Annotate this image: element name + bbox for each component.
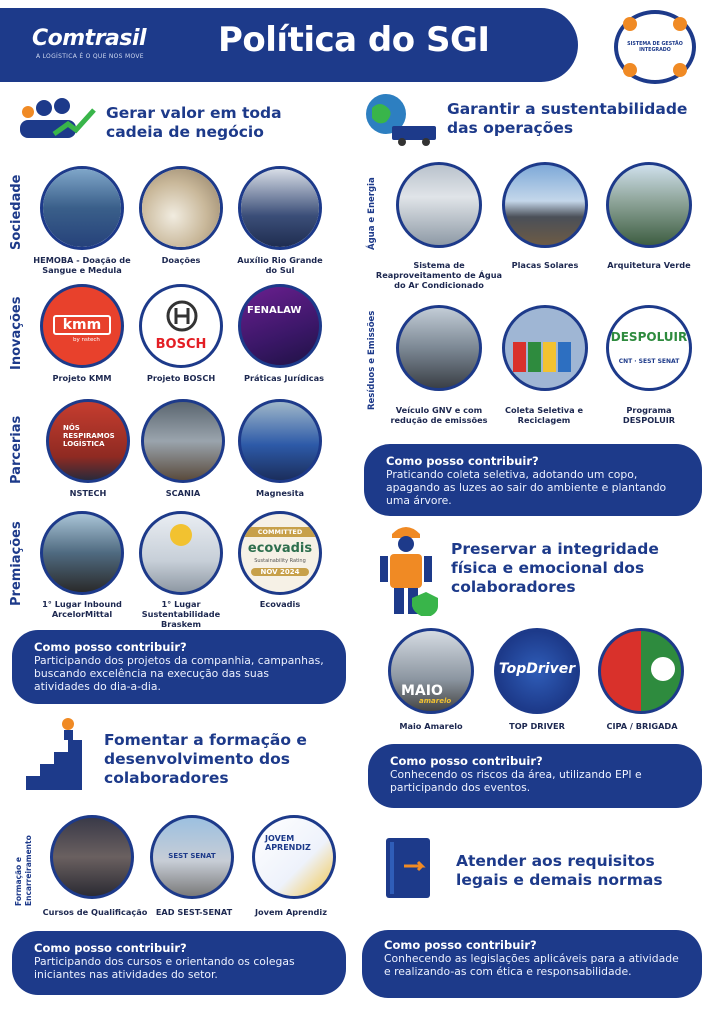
box-title: Como posso contribuir? [390, 754, 543, 768]
section-title-valor [106, 104, 282, 142]
title-line: desenvolvimento dos [104, 750, 290, 768]
caption-praticas: Práticas Jurídicas [243, 373, 325, 383]
box-text: Conhecendo as legislações aplicáveis para a atividade e realizando-as com ética e responsabilidade. [384, 952, 679, 978]
title-line: Atender aos requisitos [456, 852, 655, 870]
row-label-parcerias: Parcerias [9, 415, 24, 484]
caption-coleta-seletiva: Coleta Seletiva e Reciclagem [504, 405, 584, 425]
kmm-logo: kmm [53, 315, 111, 335]
contribute-box-formacao [12, 931, 346, 995]
photo-ead-sest [150, 815, 234, 899]
caption-arcelormittal: 1° Lugar Inbound ArcelorMittal [42, 599, 122, 619]
caption-placas-solares: Placas Solares [511, 260, 579, 270]
photo-hemoba [40, 166, 124, 250]
title-line: colaboradores [104, 769, 229, 787]
bin-icon [513, 342, 526, 372]
caption-auxilio-rs: Auxílio Rio Grande do Sul [237, 255, 323, 275]
box-text: Praticando coleta seletiva, adotando um copo, apagando as luzes ao sair do ambiente e plantando uma árvore. [386, 468, 667, 507]
box-title: Como posso contribuir? [34, 941, 187, 955]
photo-maio-amarelo [388, 628, 474, 714]
photo-reaproveitamento [396, 162, 482, 248]
photo-despoluir [606, 305, 692, 391]
section-title-formacao [104, 731, 307, 788]
people-growth-icon [14, 94, 98, 144]
bin-icon [528, 342, 541, 372]
first-aid-icon [651, 657, 675, 681]
row-label-residuos: Resíduos e Emissões [367, 310, 377, 410]
caption-cipa-brigada: CIPA / BRIGADA [606, 721, 678, 731]
label-line: Encarreiramento [24, 835, 33, 906]
bin-icon [543, 342, 556, 372]
nstech-slogan: NÓS RESPIRAMOS LOGÍSTICA [63, 424, 115, 448]
sest-sign: SEST SENAT [168, 852, 216, 860]
page-title: Política do SGI [218, 20, 490, 60]
row-label-inovacoes: Inovações [9, 296, 24, 370]
maio-text: MAIO [401, 683, 443, 699]
caption-ecovadis: Ecovadis [259, 599, 301, 609]
photo-nstech [46, 399, 130, 483]
box-title: Como posso contribuir? [34, 640, 187, 654]
caption-ead-sest: EAD SEST-SENAT [155, 907, 233, 917]
title-line: Gerar valor em toda [106, 104, 282, 122]
title-line: colaboradores [451, 578, 576, 596]
title-line: das operações [447, 119, 574, 137]
caption-bosch: Projeto BOSCH [146, 373, 216, 383]
contribute-box-integridade [368, 744, 702, 808]
box-text: Participando dos cursos e orientando os colegas iniciantes nas atividades do setor. [34, 955, 295, 981]
contribute-box-valor [12, 630, 346, 704]
photo-arcelormittal [40, 511, 124, 595]
bin-icon [558, 342, 571, 372]
photo-coleta-seletiva [502, 305, 588, 391]
photo-magnesita [238, 399, 322, 483]
safety-worker-icon [376, 524, 438, 616]
section-title-integridade [451, 540, 659, 597]
row-label-formacao [14, 835, 34, 906]
photo-top-driver [494, 628, 580, 714]
caption-veiculo-gnv: Veículo GNV e com redução de emissões [390, 405, 488, 425]
caption-nstech: NSTECH [69, 488, 107, 498]
photo-auxilio-rs [238, 166, 322, 250]
photo-doacoes [139, 166, 223, 250]
box-text: Participando dos projetos da companhia, campanhas, buscando excelência na execução das suas atividades do dia-a-dia. [34, 654, 324, 693]
caption-cursos: Cursos de Qualificação [42, 907, 148, 917]
caption-reaproveitamento: Sistema de Reaproveitamento de Água do Ar Condicionado [375, 260, 503, 290]
title-line: cadeia de negócio [106, 123, 264, 141]
company-tagline: A LOGÍSTICA É O QUE NOS MOVE [36, 53, 144, 60]
contribute-box-legal [362, 930, 702, 998]
caption-maio-amarelo: Maio Amarelo [399, 721, 463, 731]
caption-kmm: Projeto KMM [52, 373, 112, 383]
section-title-sustentabilidade [447, 100, 687, 138]
photo-cipa-brigada [598, 628, 684, 714]
fenalaw-text: FENALAW [247, 305, 302, 316]
title-line: legais e demais normas [456, 871, 663, 889]
title-line: física e emocional dos [451, 559, 645, 577]
photo-ecovadis [238, 511, 322, 595]
caption-arquitetura-verde: Arquitetura Verde [607, 260, 691, 270]
box-title: Como posso contribuir? [384, 938, 537, 952]
bosch-wordmark: BOSCH [155, 337, 207, 352]
caption-doacoes: Doações [161, 255, 201, 265]
topdriver-logo: TopDriver [498, 661, 576, 677]
row-label-premiacoes: Premiações [9, 521, 24, 606]
caption-scania: SCANIA [165, 488, 201, 498]
bosch-logo-icon [165, 299, 199, 333]
company-logo: Comtrasil [32, 26, 147, 51]
photo-jovem-aprendiz [252, 815, 336, 899]
caption-hemoba: HEMOBA - Doação de Sangue e Medula [33, 255, 131, 275]
title-line: Preservar a integridade [451, 540, 659, 558]
ecovadis-sub: Sustainability Rating [254, 558, 306, 564]
label-line: Formação e [14, 857, 23, 906]
caption-jovem-aprendiz: Jovem Aprendiz [255, 907, 327, 917]
ecovadis-date: NOV 2024 [251, 568, 309, 576]
row-label-sociedade: Sociedade [9, 174, 24, 250]
title-line: Fomentar a formação e [104, 731, 307, 749]
photo-scania [141, 399, 225, 483]
caption-magnesita: Magnesita [255, 488, 305, 498]
photo-braskem [139, 511, 223, 595]
seal-text: SISTEMA DE GESTÃO INTEGRADO [627, 42, 683, 53]
box-title: Como posso contribuir? [386, 454, 539, 468]
stairs-graduate-icon [26, 716, 84, 790]
despoluir-logo: DESPOLUIR [610, 330, 688, 344]
photo-bosch [139, 284, 223, 368]
despoluir-sub: CNT · SEST SENAT [618, 358, 680, 365]
trophy-icon [170, 524, 192, 546]
photo-fenalaw [238, 284, 322, 368]
photo-arquitetura-verde [606, 162, 692, 248]
kmm-sub: by nstech [73, 337, 100, 343]
ecovadis-committed: COMMITTED [241, 527, 319, 537]
photo-veiculo-gnv [396, 305, 482, 391]
caption-braskem: 1° Lugar Sustentabilidade Braskem [141, 599, 221, 629]
photo-placas-solares [502, 162, 588, 248]
amarelo-text: amarelo [419, 697, 452, 705]
contribute-box-sustentabilidade [364, 444, 702, 516]
caption-top-driver: TOP DRIVER [509, 721, 565, 731]
ecovadis-wordmark: ecovadis [247, 541, 313, 556]
caption-despoluir: Programa DESPOLUIR [622, 405, 676, 425]
photo-cursos [50, 815, 134, 899]
section-title-legal [456, 852, 663, 890]
jovem-text: JOVEM APRENDIZ [265, 834, 311, 852]
row-label-agua-energia: Água e Energia [367, 177, 377, 250]
photo-kmm [40, 284, 124, 368]
law-book-icon [386, 838, 432, 900]
title-line: Garantir a sustentabilidade [447, 100, 688, 118]
globe-truck-icon [362, 92, 442, 148]
box-text: Conhecendo os riscos da área, utilizando EPI e participando dos eventos. [390, 768, 642, 794]
